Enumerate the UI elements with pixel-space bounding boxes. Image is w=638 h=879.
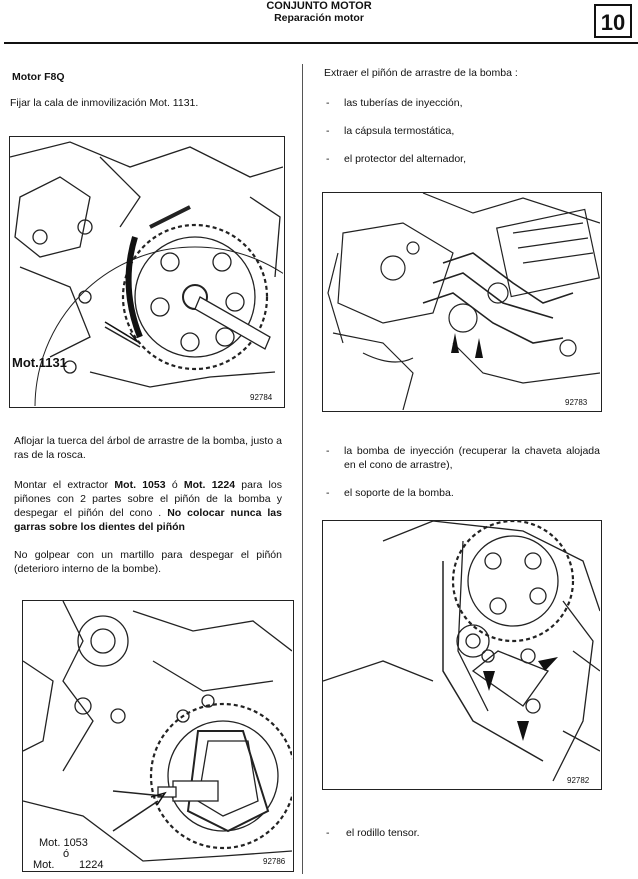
list-item-alternator-guard: el protector del alternador, [344, 153, 466, 165]
list-item-injection-pump: la bomba de inyección (recuperar la chaveta alojada en el cono de arrastre), [344, 445, 600, 471]
extractor-illustration [23, 601, 292, 870]
paragraph-loosen-nut: Aflojar la tuerca del árbol de arrastre de la bomba, justo a ras de la rosca. [14, 435, 282, 461]
list-item-dash: - [326, 827, 330, 839]
list-item-injection-pipes: las tuberías de inyección, [344, 97, 463, 109]
list-item-tensioner-roller: el rodillo tensor. [346, 827, 420, 839]
figure-timing-lock [9, 136, 285, 408]
text-or: ó [165, 479, 184, 491]
section-title: Motor F8Q [12, 71, 65, 83]
figure-number: 92782 [567, 776, 590, 785]
list-item-dash: - [326, 125, 330, 137]
page-header-subtitle: Reparación motor [274, 12, 364, 24]
tool-label-mot-1053: Mot. 1053 [39, 837, 88, 849]
tool-ref-mot-1224: Mot. 1224 [183, 479, 236, 491]
list-item-dash: - [326, 487, 330, 499]
step-fix-timing: Fijar la cala de inmovilización Mot. 1131. [10, 97, 199, 109]
text-mount-intro: Montar el extractor [14, 479, 115, 491]
figure-tensioner [322, 520, 602, 790]
figure-injection-pump [322, 192, 602, 412]
intro-extract-pinion: Extraer el piñón de arrastre de la bomba : [324, 67, 518, 79]
figure-number: 92783 [565, 398, 588, 407]
tool-label-or: ó [63, 848, 70, 860]
paragraph-no-hammer: No golpear con un martillo para despegar el piñón (deterioro interno de la bombe). [14, 549, 282, 575]
paragraph-mount-extractor [14, 478, 282, 534]
injection-pump-illustration [323, 193, 600, 410]
list-item-dash: - [326, 97, 330, 109]
warning-claws: No colocar nunca las garras sobre los dientes del piñón [14, 507, 282, 533]
page-header-title: CONJUNTO MOTOR [266, 0, 372, 12]
tool-label-mot-1224-number: 1224 [79, 859, 104, 871]
figure-pinion-extractor [22, 600, 294, 872]
figure-number: 92784 [250, 393, 273, 402]
tool-label-mot-1131: Mot.1131 [12, 355, 67, 370]
chapter-number-box: 10 [594, 4, 632, 38]
column-divider [302, 64, 303, 874]
text-mount-instructions: para los piñones con 2 partes sobre el piñón de la bomba y despegar el piñón del cono . [14, 479, 282, 519]
tool-label-mot-1224-prefix: Mot. [33, 859, 55, 871]
tool-ref-mot-1053: Mot. 1053 [114, 479, 166, 491]
tensioner-illustration [323, 521, 600, 788]
list-item-dash: - [326, 445, 330, 457]
list-item-thermostat: la cápsula termostática, [344, 125, 455, 137]
header-rule [4, 42, 638, 44]
figure-number: 92786 [263, 857, 286, 866]
list-item-pump-support: el soporte de la bomba. [344, 487, 454, 499]
list-item-dash: - [326, 153, 330, 165]
